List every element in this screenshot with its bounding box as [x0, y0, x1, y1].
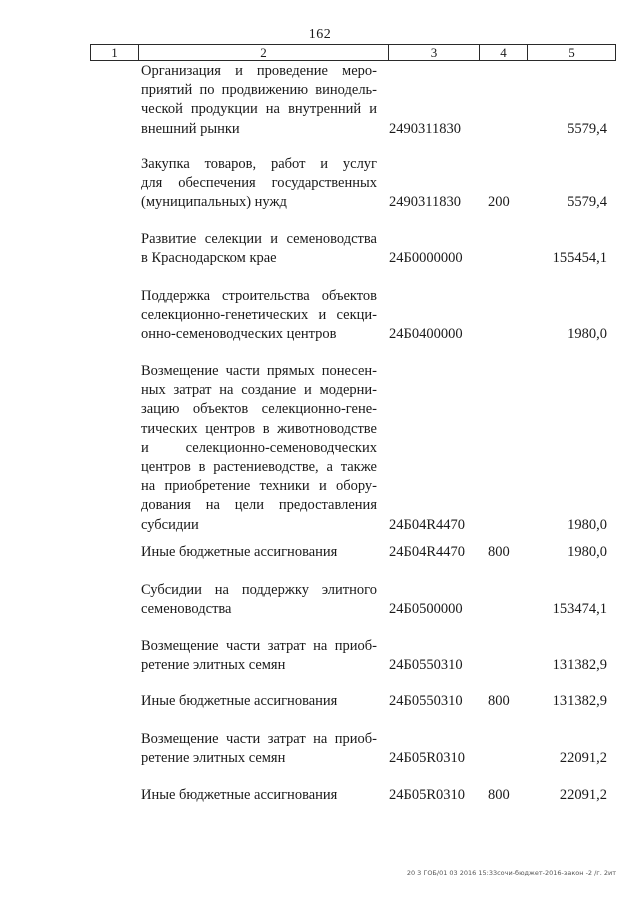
row-name-line: Развитие селекции и семеноводства — [141, 231, 377, 247]
row-name-line: тических центров в животноводстве — [141, 420, 377, 437]
row-name-line: Организация и проведение меро- — [141, 63, 377, 79]
row-code: 24Б0550310 — [389, 657, 463, 674]
row-name — [141, 230, 377, 268]
row-sum: 22091,2 — [559, 787, 607, 803]
row-name-line: онно-семеноводческих центров — [141, 326, 337, 343]
row-sum: 131382,9 — [552, 657, 607, 674]
row-name-line: зацию объектов селекционно-гене- — [141, 401, 377, 418]
row-name-line: Поддержка строительства объектов — [141, 288, 377, 304]
row-code: 24Б04R4470 — [389, 544, 465, 560]
row-expense-type: 800 — [488, 693, 510, 709]
header-cell-5: 5 — [568, 45, 575, 60]
row-sum: 22091,2 — [559, 750, 607, 767]
row-name — [141, 581, 377, 619]
row-name — [141, 155, 377, 213]
header-cell-3: 3 — [389, 45, 480, 60]
row-name-line: Возмещение части затрат на приоб- — [141, 731, 377, 747]
row-name — [141, 730, 377, 768]
row-name — [141, 62, 377, 139]
row-name-line: селекционно-генетических и секци- — [141, 307, 377, 324]
row-sum: 5579,4 — [567, 120, 607, 137]
row-name-line: Закупка товаров, работ и услуг — [141, 156, 377, 172]
row-sum: 5579,4 — [567, 194, 607, 211]
row-name-line: ретение элитных семян — [141, 750, 286, 767]
row-expense-type: 800 — [488, 787, 510, 803]
row-name-line: Иные бюджетные ассигнования — [141, 693, 338, 709]
row-name-line: семеноводства — [141, 601, 232, 618]
row-sum: 1980,0 — [567, 544, 607, 560]
row-code: 24Б05R0310 — [389, 787, 465, 803]
row-name-line: в Краснодарском крае — [141, 250, 277, 267]
row-name — [141, 287, 377, 345]
header-cell-4: 4 — [480, 45, 528, 60]
row-name-line: для обеспечения государственных — [141, 175, 377, 192]
row-name-line: (муниципальных) нужд — [141, 194, 287, 211]
header-cell-1: 1 — [91, 45, 139, 60]
row-sum: 155454,1 — [552, 250, 607, 267]
row-name-line: Субсидии на поддержку элитного — [141, 582, 377, 598]
row-name-line: Возмещение части прямых понесен- — [141, 363, 377, 379]
page-number: 162 — [308, 27, 332, 42]
row-name — [141, 362, 377, 535]
row-code: 24Б0000000 — [389, 250, 463, 267]
row-name-line: ных затрат на создание и модерни- — [141, 382, 377, 399]
row-sum: 1980,0 — [567, 516, 607, 533]
row-name-line: субсидии — [141, 516, 199, 533]
footer-stamp: 20 3 ГОБ/01 03 2016 15:33сочи-бюджет-2016-закон -2 /г. 2ит — [406, 869, 616, 877]
row-code: 2490311830 — [389, 194, 461, 211]
row-sum: 1980,0 — [567, 326, 607, 343]
row-name — [141, 786, 377, 805]
row-code: 24Б0400000 — [389, 326, 463, 343]
row-code: 24Б0500000 — [389, 601, 463, 618]
row-name — [141, 692, 377, 711]
header-cell-2: 2 — [139, 45, 389, 60]
row-sum: 131382,9 — [552, 693, 607, 709]
row-expense-type: 800 — [488, 544, 510, 560]
row-name-line: Возмещение части затрат на приоб- — [141, 638, 377, 654]
row-name-line: на приобретение техники и обору- — [141, 478, 377, 495]
row-name-line: ретение элитных семян — [141, 657, 286, 674]
row-name-line: Иные бюджетные ассигнования — [141, 787, 338, 803]
row-name-line: центров в растениеводстве, а также — [141, 459, 377, 476]
row-name-line: дования на цели предоставления — [141, 497, 377, 514]
row-name-line: внешний рынки — [141, 120, 240, 137]
row-name-line: Иные бюджетные ассигнования — [141, 544, 338, 560]
row-name — [141, 543, 377, 562]
row-code: 24Б0550310 — [389, 693, 463, 709]
row-code: 24Б05R0310 — [389, 750, 465, 767]
row-code: 24Б04R4470 — [389, 516, 465, 533]
row-name-line: и селекционно-семеноводческих — [141, 439, 377, 456]
row-expense-type: 200 — [488, 194, 510, 211]
row-name — [141, 637, 377, 675]
row-name-line: ческой продукции на внутренний и — [141, 101, 377, 118]
row-name-line: приятий по продвижению винодель- — [141, 82, 377, 99]
row-sum: 153474,1 — [552, 601, 607, 618]
row-code: 2490311830 — [389, 120, 461, 137]
